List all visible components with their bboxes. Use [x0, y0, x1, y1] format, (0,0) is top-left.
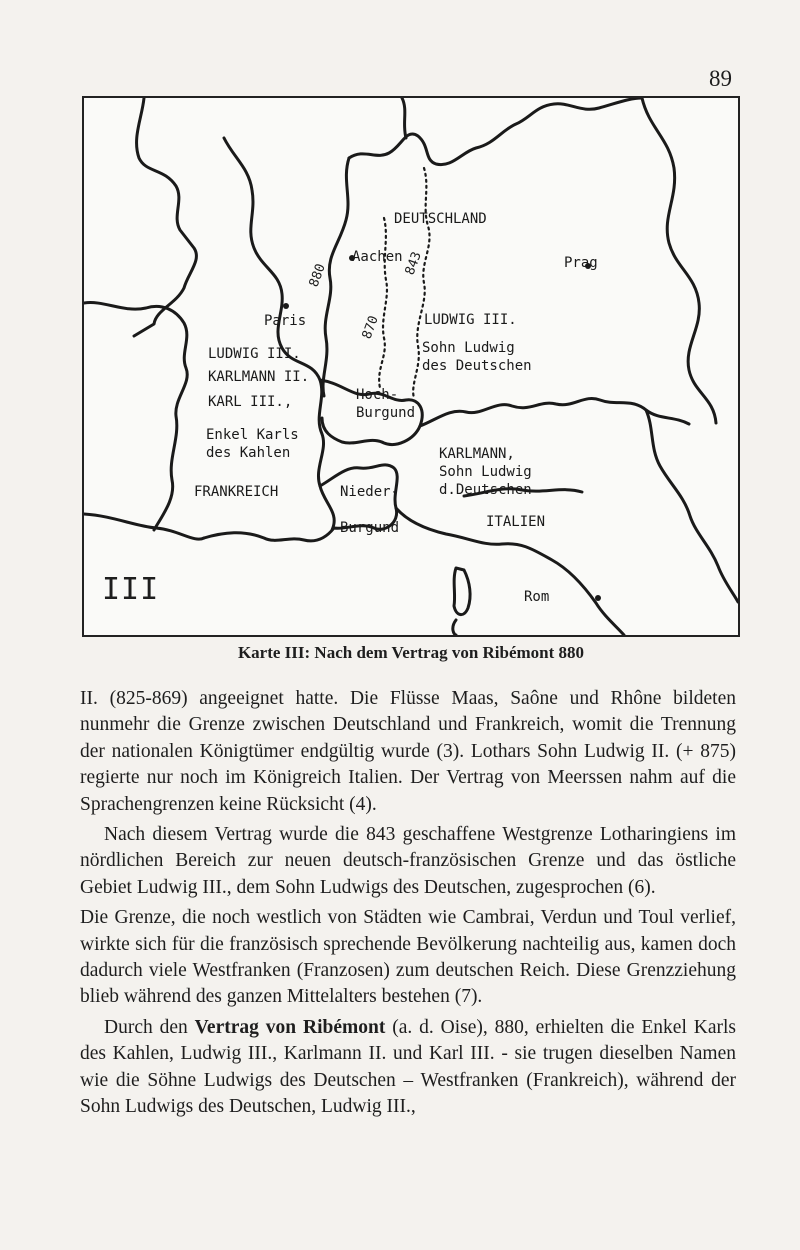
rom-dot [595, 595, 601, 601]
paragraph-3: Die Grenze, die noch westlich von Städten wie Cambrai, Verdun und Toul verlief, wirkte sich für die französisch sprechende Bevölkerung nachteilig aus, kamen doch dadurch viele Westfranken (Franzosen) zum deutschen Reich. Diese Grenzziehung blieb während des ganzen Mittelalters bestehen (7). [80, 907, 736, 1008]
island-corsica [454, 568, 470, 615]
border-east [642, 98, 716, 423]
coastline-iberia [84, 514, 204, 539]
label-rom: Rom [524, 589, 550, 605]
label-deutschland: DEUTSCHLAND [394, 211, 487, 227]
label-year-880: 880 [306, 261, 329, 290]
paragraph-4-rest: (a. d. Oise), 880, erhielten die Enkel Karls des Kahlen, Ludwig III., Karlmann II. und Karl III. - sie trugen dieselben Namen wie die Söhne Ludwigs des Deutschen – Westfranken (Frankreich), während der Sohn Ludwigs des Deutschen, Ludwig III., [80, 1016, 736, 1118]
border-west-frankreich [224, 138, 334, 530]
label-sohn-ludwig-deutschen: Sohn Ludwig des Deutschen [422, 340, 532, 374]
label-year-843: 843 [402, 249, 425, 278]
body-text [80, 686, 736, 1125]
island-sardinia [453, 620, 456, 635]
label-frankreich: FRANKREICH [194, 484, 279, 500]
map-drawing [84, 98, 738, 635]
paragraph-4 [80, 1015, 736, 1121]
map-number-roman: III [102, 572, 160, 607]
label-karl-iii: KARL III., [208, 394, 293, 410]
label-prag: Prag [564, 255, 598, 271]
paris-dot [283, 303, 289, 309]
historical-map [82, 96, 740, 637]
page-number: 89 [709, 66, 732, 91]
paragraph-2: Nach diesem Vertrag wurde die 843 geschaffene Westgrenze Lotharingiens im nördlichen Bereich zur neuen deutsch-französischen Grenze und das östliche Gebiet Ludwig III., dem Sohn Ludwigs des Deutschen, zugesprochen (6). [80, 824, 736, 898]
border-880 [323, 158, 349, 396]
label-italien: ITALIEN [486, 514, 546, 530]
coastline-jutland [402, 98, 406, 138]
label-paris: Paris [264, 313, 307, 329]
label-enkel-karls: Enkel Karls des Kahlen [206, 427, 299, 461]
paragraph-1: II. (825-869) angeeignet hatte. Die Flüsse Maas, Saône und Rhône bildeten nunmehr die Grenze zwischen Deutschland und Frankreich, womit die Trennung der nationalen Königtümer endgültig wurde (3). Lothars Sohn Ludwig II. (+ 875) regierte nur noch im Königreich Italien. Der Vertrag von Meerssen nahm auf die Sprachengrenzen keine Rücksicht (4). [80, 688, 736, 815]
label-karlmann-sohn-ludwig: KARLMANN, Sohn Ludwig d.Deutschen [439, 446, 532, 498]
border-burgund-south [204, 528, 334, 541]
label-ludwig-iii-east: LUDWIG III. [424, 312, 517, 328]
coastline-north [134, 98, 196, 336]
map-caption: Karte III: Nach dem Vertrag von Ribémont 880 [237, 643, 585, 662]
label-hochburgund: Hoch- Burgund [356, 387, 416, 421]
treaty-ribemont: Vertrag von Ribémont [194, 1016, 386, 1038]
label-karlmann-ii: KARLMANN II. [208, 369, 310, 385]
border-870-dotted [379, 218, 387, 388]
paragraph-4-intro: Durch den [104, 1016, 195, 1038]
label-year-870: 870 [359, 313, 382, 342]
label-ludwig-iii-west: LUDWIG III. [208, 346, 301, 362]
label-aachen: Aachen [352, 249, 403, 265]
coastline-baltic [349, 98, 642, 165]
label-niederburgund: Nieder- Burgund [340, 484, 400, 536]
coastline-italy-east [646, 410, 738, 602]
